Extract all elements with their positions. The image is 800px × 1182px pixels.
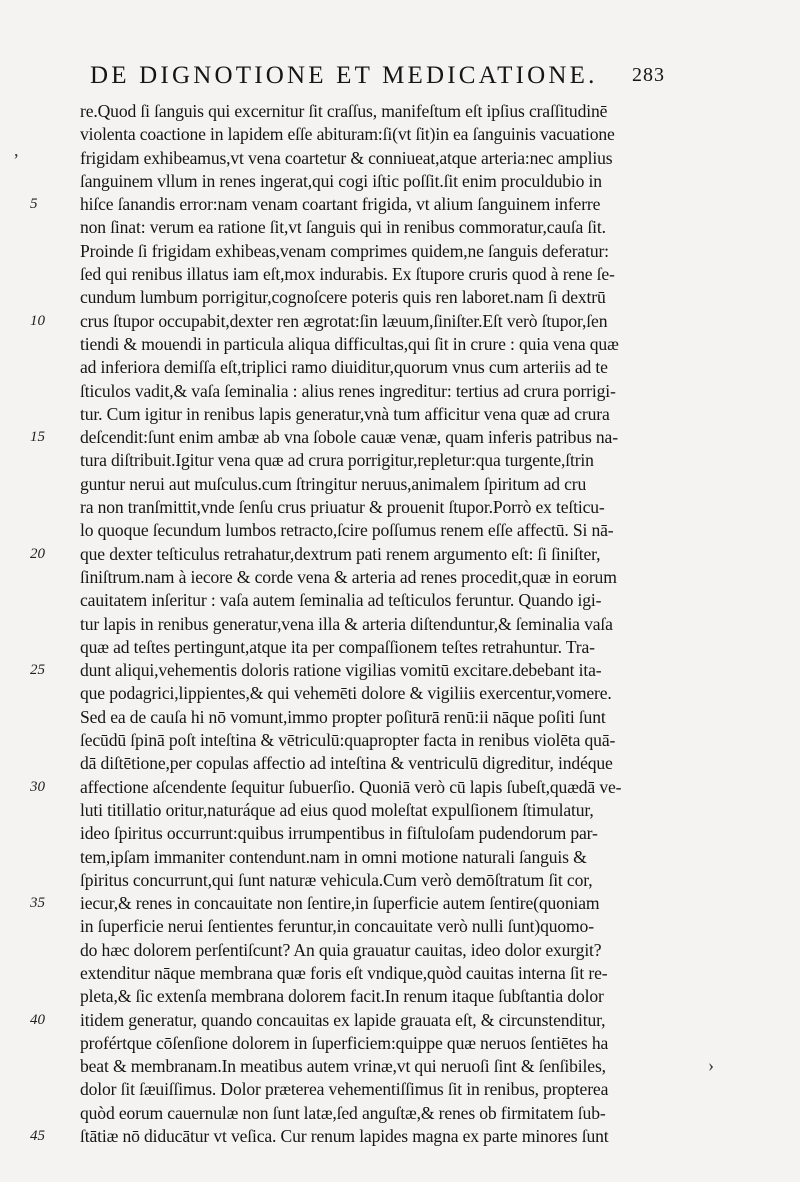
text-line: ſanguinem vllum in renes ingerat,qui cogi iſtic poſſit.ſit enim proculdubio in [80,170,602,191]
text-line: in ſuperficie nerui ſentientes feruntur,in concauitate verò nulli ſunt)quomo- [80,916,594,937]
line-number: 45 [30,1128,45,1145]
text-line: quæ ad teſtes pertingunt,atque ita per compaſſionem teſtes retrahuntur. Tra- [80,636,595,657]
line-number: 20 [30,545,45,562]
text-line: ſed qui renibus illatus iam eſt,mox indurabis. Ex ſtupore cruris quod à rene ſe- [80,264,615,285]
text-line: tem,ipſam immaniter contendunt.nam in omni motione naturali ſanguis & [80,846,587,867]
text-line: affectione aſcendente ſequitur ſubuerſio. Quoniā verò cū lapis ſubeſt,quædā ve- [80,776,622,797]
text-line: ſpiritus concurrunt,qui ſunt naturæ vehicula.Cum verò demōſtratum ſit cor, [80,869,593,890]
text-line: dā diſtētione,per copulas affectio ad inteſtina & ventriculū digreditur, indéque [80,753,613,774]
text-line: cundum lumbum porrigitur,cognoſcere poteris quis ren laboret.nam ſi dextrū [80,287,606,308]
text-line: frigidam exhibeamus,vt vena coartetur & conniueat,atque arteria:nec amplius [80,147,613,168]
text-line: pleta,& ſic extenſa membrana dolorem facit.In renum itaque ſubſtantia dolor [80,986,604,1007]
line-number: 25 [30,662,45,679]
text-line: ad inferiora demiſſa eſt,triplici ramo diuiditur,quorum vnus cum arteriis ad te [80,357,608,378]
text-line: do hæc dolorem perſentiſcunt? An quia grauatur cauitas, ideo dolor exurgit? [80,939,602,960]
text-line: itidem generatur, quando concauitas ex lapide grauata eſt, & circunstenditur, [80,1009,606,1030]
line-number: 5 [30,196,38,213]
line-number: 30 [30,778,45,795]
text-line: non ſinat: verum ea ratione ſit,vt ſanguis qui in renibus commoratur,cauſa ſit. [80,217,606,238]
text-line: iecur,& renes in concauitate non ſentire,in ſuperficie autem ſentire(quoniam [80,893,600,914]
text-line: dunt aliqui,vehementis doloris ratione vigilias vomitū excitare.debebant ita- [80,660,602,681]
text-line: que podagrici,lippientes,& qui vehemēti dolore & vigiliis exercentur,vomere. [80,683,612,704]
text-line: extenditur nāque membrana quæ foris eſt vndique,quòd cauitas interna ſit re- [80,962,608,983]
line-number: 40 [30,1011,45,1028]
text-line: ſtātiæ nō diducātur vt veſica. Cur renum lapides magna ex parte minores ſunt [80,1126,609,1147]
text-line: violenta coactione in lapidem eſſe abituram:ſi(vt ſit)in ea ſanguinis vacuatione [80,124,615,145]
text-line: hiſce ſanandis error:nam venam coartant frigida, vt alium ſanguinem inferre [80,194,601,215]
text-line: deſcendit:ſunt enim ambæ ab vna ſobole cauæ venæ, quam inferis patribus na- [80,427,618,448]
line-number: 10 [30,312,45,329]
text-line: quòd eorum cauernulæ non ſunt latæ,ſed anguſtæ,& renes ob firmitatem ſub- [80,1102,606,1123]
text-line: tur. Cum igitur in renibus lapis generatur,vnà tum afficitur vena quæ ad crura [80,403,610,424]
line-number: 15 [30,429,45,446]
text-line: cauitatem inſeritur : vaſa autem ſeminalia ad teſticulos feruntur. Quando igi- [80,590,602,611]
body-text [80,100,658,1148]
text-line: ideo ſpiritus occurrunt:quibus irrumpentibus in fiſtuloſam pudendorum par- [80,823,598,844]
margin-mark-icon: , [14,140,19,160]
text-line: luti titillatio oritur,naturáque ad eius quod moleſtat expulſionem ſtimulatur, [80,799,594,820]
text-line: ſecūdū ſpinā poſt inteſtina & vētriculū:quapropter facta in renibus violēta quā- [80,730,616,751]
text-line: Sed ea de cauſa hi nō vomunt,immo propter poſiturā renū:ii nāque poſiti ſunt [80,706,606,727]
margin-mark-icon: › [708,1055,714,1075]
running-title: DE DIGNOTIONE ET MEDICATIONE. [90,62,598,89]
text-line: tiendi & mouendi in particula aliqua difficultas,qui ſit in crure : quia vena quæ [80,333,619,354]
text-line: ſticulos vadit,& vaſa ſeminalia : alius renes ingreditur: tertius ad crura porrigi- [80,380,616,401]
text-line: ra non tranſmittit,vnde ſenſu crus priuatur & prouenit ſtupor.Porrò ex teſticu- [80,497,605,518]
text-line: dolor ſit ſæuiſſimus. Dolor præterea vehementiſſimus ſit in renibus, propterea [80,1079,609,1100]
text-line: Proinde ſi frigidam exhibeas,venam comprimes quidem,ne ſanguis deferatur: [80,240,609,261]
text-line: que dexter teſticulus retrahatur,dextrum pati renem argumento eſt: ſi ſiniſter, [80,543,601,564]
text-line: guntur nerui aut muſculus.cum ſtringitur neruus,animalem ſpiritum ad cru [80,473,587,494]
text-line: tur lapis in renibus generatur,vena illa & arteria diſtenduntur,& ſeminalia vaſa [80,613,613,634]
page-number: 283 [632,64,665,86]
text-line: profértque cōſenſione dolorem in ſuperficiem:quippe quæ neruos ſentiētes ha [80,1032,609,1053]
text-line: tura diſtribuit.Igitur vena quæ ad crura porrigitur,repletur:qua turgente,ſtrin [80,450,594,471]
text-line: ſiniſtrum.nam à iecore & corde vena & arteria ad renes procedit,quæ in eorum [80,566,617,587]
line-number: 35 [30,895,45,912]
text-line: beat & membranam.In meatibus autem vrinæ,vt qui neruoſi ſint & ſenſibiles, [80,1056,606,1077]
text-line: lo quoque ſecundum lumbos retracto,ſcire poſſumus renem eſſe affectū. Si nā- [80,520,614,541]
text-line: re.Quod ſi ſanguis qui excernitur ſit craſſus, manifeſtum eſt ipſius craſſitudinē [80,101,608,121]
text-line: crus ſtupor occupabit,dexter ren ægrotat:ſin læuum,ſiniſter.Eſt verò ſtupor,ſen [80,310,608,331]
